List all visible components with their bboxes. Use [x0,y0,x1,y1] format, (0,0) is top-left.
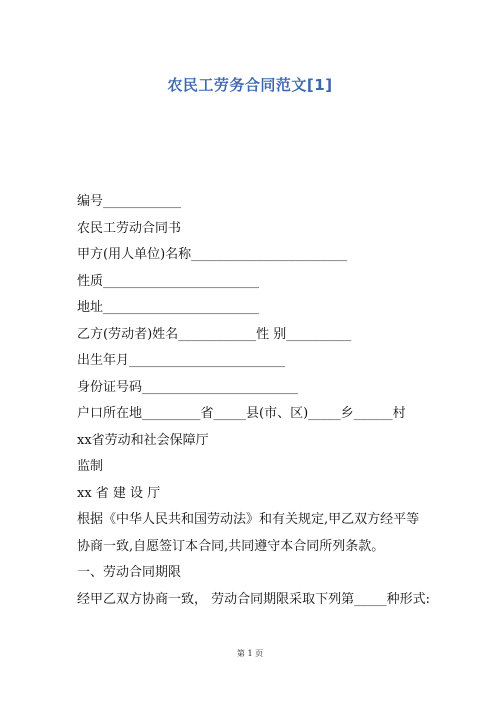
nature-line: 性质________________________ [77,273,260,289]
issuer-line: xx省劳动和社会保障厅 [77,432,209,448]
document-title: 农民工劳务合同范文[1] [167,76,333,94]
birth-date-line: 出生年月________________________ [77,353,286,368]
term-clause-line: 经甲乙双方协商一致， 劳动合同期限采取下列第_____种形式: [77,591,431,607]
party-b-name-gender-line: 乙方(劳动者)姓名____________性 别__________ [77,326,352,342]
household-location-line: 户口所在地_________省_____县(市、区)_____乡______村 [77,406,406,421]
id-number-line: 身份证号码________________________ [77,379,299,395]
document-body [77,189,431,613]
page-number: 第 1 页 [236,649,264,658]
address-line: 地址________________________ [77,300,260,315]
contract-number-line: 编号____________ [77,194,182,209]
supervision-line: 监制 [77,459,104,474]
section-heading: 一、劳动合同期限 [77,565,182,580]
preamble-paragraph: 根据《中华人民共和国劳动法》和有关规定,甲乙双方经平等协商一致,自愿签订本合同,共同遵守本合同所列条款。 [77,512,420,554]
contract-heading-line: 农民工劳动合同书 [77,220,182,236]
party-a-name-line: 甲方(用人单位)名称________________________ [77,247,348,262]
construction-dept-line: xx 省 建 设 厅 [77,485,161,501]
